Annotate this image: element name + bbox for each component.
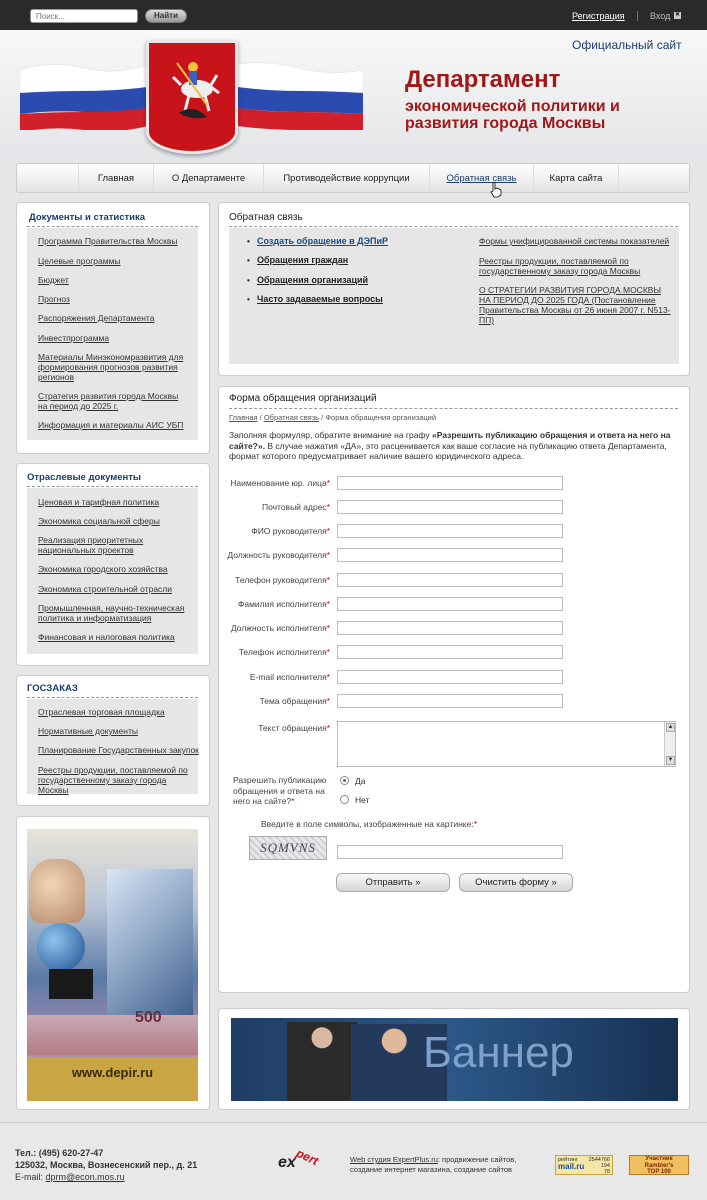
sidebar-link-social[interactable]: Экономика социальной сферы bbox=[38, 516, 160, 526]
nav-item-about[interactable]: О Департаменте bbox=[153, 164, 263, 192]
bullet-icon: • bbox=[247, 276, 250, 285]
breadcrumb-feedback[interactable]: Обратная связь bbox=[263, 413, 320, 422]
sidebar-link-registries[interactable]: Реестры продукции, поставляемой по государственному заказу города Москвы bbox=[38, 765, 188, 795]
sidebar-link-normative[interactable]: Нормативные документы bbox=[38, 726, 138, 736]
moscow-coat-of-arms bbox=[146, 40, 238, 154]
breadcrumb-separator: / bbox=[319, 413, 326, 422]
nav-item-anticorruption[interactable]: Противодействие коррупции bbox=[263, 164, 429, 192]
divider bbox=[27, 697, 198, 698]
sidebar-link-national-projects[interactable]: Реализация приоритетных национальных проектов bbox=[38, 535, 144, 555]
sidebar-link-ministry-materials[interactable]: Материалы Минэкономразвития для формирования прогнозов развития регионов bbox=[38, 352, 184, 382]
publish-yes-radio[interactable] bbox=[340, 776, 349, 785]
form-title: Форма обращения организаций bbox=[229, 393, 377, 404]
field-label-executor-position: Должность исполнителя* bbox=[230, 623, 330, 633]
publish-yes-label[interactable]: Да bbox=[355, 776, 366, 786]
footer-phone: Тел.: (495) 620-27-47 bbox=[15, 1148, 104, 1158]
head-phone-input[interactable] bbox=[337, 573, 563, 587]
captcha-label: Введите в поле символы, изображенные на картинке:* bbox=[261, 819, 477, 829]
official-site-label: Официальный сайт bbox=[572, 38, 682, 52]
field-label-head-phone: Телефон руководителя* bbox=[235, 575, 330, 585]
globe-icon bbox=[37, 923, 85, 971]
publish-label: Разрешить публикацию обращения и ответа на него на сайте?* bbox=[233, 775, 327, 806]
unified-forms-link[interactable]: Формы унифицированной системы показателей bbox=[479, 236, 670, 246]
nav-item-feedback[interactable]: Обратная связь bbox=[429, 164, 533, 192]
form-intro-emphasis: «Разрешить публикацию обращения и ответа на него на сайте?». bbox=[229, 430, 671, 451]
buildings bbox=[107, 869, 193, 1019]
organization-appeals-link[interactable]: Обращения организаций bbox=[257, 275, 369, 285]
textarea-scrollbar[interactable] bbox=[664, 722, 675, 766]
promo-url: www.depir.ru bbox=[71, 1065, 154, 1080]
submit-button[interactable]: Отправить » bbox=[336, 873, 450, 892]
footer-email-link[interactable]: dprm@econ.mos.ru bbox=[45, 1172, 125, 1182]
feedback-title: Обратная связь bbox=[229, 212, 303, 223]
field-label-executor-surname: Фамилия исполнителя* bbox=[237, 599, 330, 609]
field-label-executor-phone: Телефон исполнителя* bbox=[238, 647, 330, 657]
banner-text: Баннер bbox=[423, 1028, 574, 1077]
banner-image[interactable] bbox=[231, 1018, 678, 1101]
sidebar-link-trade[interactable]: Отраслевая торговая площадка bbox=[38, 707, 165, 717]
footer-address: 125032, Москва, Вознесенский пер., д. 21 bbox=[15, 1160, 198, 1170]
main-nav bbox=[16, 163, 690, 193]
search-input[interactable] bbox=[30, 9, 138, 23]
field-label-head-name: ФИО руководителя* bbox=[251, 526, 330, 536]
studio-credit: Web студия ExpertPlus.ru: продвижение сайтов, создание интернет магазина, создание сайтов bbox=[350, 1155, 517, 1174]
bullet-icon: • bbox=[247, 295, 250, 304]
footer-email-label: E-mail: bbox=[15, 1172, 46, 1182]
subject-input[interactable] bbox=[337, 694, 563, 708]
banknote-value: 500 bbox=[135, 1009, 162, 1026]
docs-panel-title: Документы и статистика bbox=[29, 212, 146, 223]
publish-no-label[interactable]: Нет bbox=[355, 795, 370, 805]
person-figure bbox=[287, 1022, 357, 1101]
executor-email-input[interactable] bbox=[337, 670, 563, 684]
executor-phone-input[interactable] bbox=[337, 645, 563, 659]
sidebar-link-ais-ubp[interactable]: Информация и материалы АИС УБП bbox=[38, 420, 184, 430]
russian-flag-right-icon bbox=[237, 60, 363, 130]
divider bbox=[27, 226, 198, 227]
bullet-icon: • bbox=[247, 237, 250, 246]
product-registries-link[interactable]: Реестры продукции, поставляемой по государственному заказу города Москвы bbox=[479, 256, 641, 276]
footer-email-row bbox=[15, 1172, 125, 1182]
login-icon[interactable]: ✖ bbox=[674, 12, 681, 18]
sidebar-link-gov-program[interactable]: Программа Правительства Москвы bbox=[38, 236, 178, 246]
divider bbox=[229, 226, 678, 227]
login-link[interactable]: Вход bbox=[650, 11, 671, 21]
sidebar-link-construction[interactable]: Экономика строительной отрасли bbox=[38, 584, 173, 594]
sidebar-link-tariff[interactable]: Ценовая и тарифная политика bbox=[38, 497, 160, 507]
branch-docs-title: Отраслевые документы bbox=[27, 472, 142, 483]
form-intro bbox=[229, 430, 678, 462]
executor-surname-input[interactable] bbox=[337, 597, 563, 611]
org-name-input[interactable] bbox=[337, 476, 563, 490]
head-position-input[interactable] bbox=[337, 548, 563, 562]
faq-link[interactable]: Часто задаваемые вопросы bbox=[257, 294, 383, 304]
sidebar-link-orders[interactable]: Распоряжения Департамента bbox=[38, 313, 155, 323]
field-label-org-name: Наименование юр. лица* bbox=[230, 478, 330, 488]
sidebar-link-target-programs[interactable]: Целевые программы bbox=[38, 256, 121, 266]
hand-cursor-icon bbox=[490, 182, 502, 198]
sidebar-link-forecast[interactable]: Прогноз bbox=[38, 294, 70, 304]
field-label-subject: Тема обращения* bbox=[259, 696, 330, 706]
form-intro-text: В случае нажатия «ДА», это расценивается как ваше согласие на публикацию ответа Департамента, формат которого предусматривает наличие вашего юридического адреса. bbox=[229, 440, 667, 461]
captcha-image: SQMVNS bbox=[249, 836, 327, 860]
breadcrumb-current: Форма обращения организаций bbox=[325, 413, 437, 422]
captcha-input[interactable] bbox=[337, 845, 563, 859]
banknotes bbox=[27, 1015, 198, 1055]
form-intro-text: Заполняя формуляр, обратите внимание на графу bbox=[229, 430, 432, 440]
nav-item-home[interactable]: Главная bbox=[78, 164, 153, 192]
sidebar-link-planning[interactable]: Планирование Государственных закупок bbox=[38, 745, 199, 755]
head-name-input[interactable] bbox=[337, 524, 563, 538]
expertplus-logo[interactable]: ex pert bbox=[278, 1145, 321, 1171]
woman-figure bbox=[29, 859, 85, 923]
reset-button[interactable]: Очистить форму » bbox=[459, 873, 573, 892]
publish-no-radio[interactable] bbox=[340, 795, 349, 804]
nav-item-sitemap[interactable]: Карта сайта bbox=[533, 164, 619, 192]
department-subtitle: экономической политики и развития города Москвы bbox=[405, 98, 620, 132]
field-label-head-position: Должность руководителя* bbox=[227, 550, 330, 560]
sidebar-link-invest[interactable]: Инвестпрограмма bbox=[38, 333, 110, 343]
search-button[interactable]: Найти bbox=[145, 9, 187, 23]
scroll-down-icon[interactable]: ▼ bbox=[667, 757, 674, 763]
strategy-2025-link[interactable]: О СТРАТЕГИИ РАЗВИТИЯ ГОРОДА МОСКВЫ НА ПЕРИОД ДО 2025 ГОДА (Постановление Правительства Москвы от 26 июня 2007 г. N513-ПП) bbox=[479, 285, 671, 325]
citizen-appeals-link[interactable]: Обращения граждан bbox=[257, 255, 349, 265]
field-label-message: Текст обращения* bbox=[258, 723, 330, 733]
department-title: Департамент bbox=[405, 66, 561, 93]
breadcrumb bbox=[229, 413, 436, 422]
divider bbox=[27, 486, 198, 487]
goszakaz-title: ГОСЗАКАЗ bbox=[27, 683, 78, 694]
top-divider bbox=[637, 11, 638, 21]
breadcrumb-separator: / bbox=[257, 413, 264, 422]
russian-flag-left-icon bbox=[20, 60, 148, 130]
sidebar-link-finance[interactable]: Финансовая и налоговая политика bbox=[38, 632, 175, 642]
field-label-postal-address: Почтовый адрес* bbox=[261, 502, 330, 512]
st-george-icon bbox=[167, 55, 221, 125]
breadcrumb-home[interactable]: Главная bbox=[229, 413, 258, 422]
bullet-icon: • bbox=[247, 256, 250, 265]
studio-link[interactable]: Web студия ExpertPlus.ru bbox=[350, 1155, 438, 1164]
top-bar bbox=[0, 0, 707, 30]
scroll-up-icon[interactable]: ▲ bbox=[667, 724, 674, 730]
postal-address-input[interactable] bbox=[337, 500, 563, 514]
globe-stand bbox=[49, 969, 93, 999]
create-appeal-link[interactable]: Создать обращение в ДЭПиР bbox=[257, 236, 388, 246]
mailru-counter[interactable]: рейтинг 2544766 194 78 mail.ru bbox=[555, 1155, 613, 1175]
message-textarea[interactable] bbox=[337, 721, 676, 767]
divider bbox=[229, 408, 678, 409]
register-link[interactable]: Регистрация bbox=[572, 11, 625, 21]
promo-image[interactable] bbox=[27, 829, 198, 1101]
field-label-executor-email: E-mail исполнителя* bbox=[249, 672, 330, 682]
rambler-counter[interactable]: Участник Rambler's TOP 100 bbox=[629, 1155, 689, 1175]
sidebar-link-strategy-2025[interactable]: Стратегия развития города Москвы на период до 2025 г. bbox=[38, 391, 179, 411]
sidebar-link-urban[interactable]: Экономика городского хозяйства bbox=[38, 564, 168, 574]
sidebar-link-industry[interactable]: Промышленная, научно-техническая политика и информатизация bbox=[38, 603, 185, 623]
executor-position-input[interactable] bbox=[337, 621, 563, 635]
sidebar-link-budget[interactable]: Бюджет bbox=[38, 275, 69, 285]
